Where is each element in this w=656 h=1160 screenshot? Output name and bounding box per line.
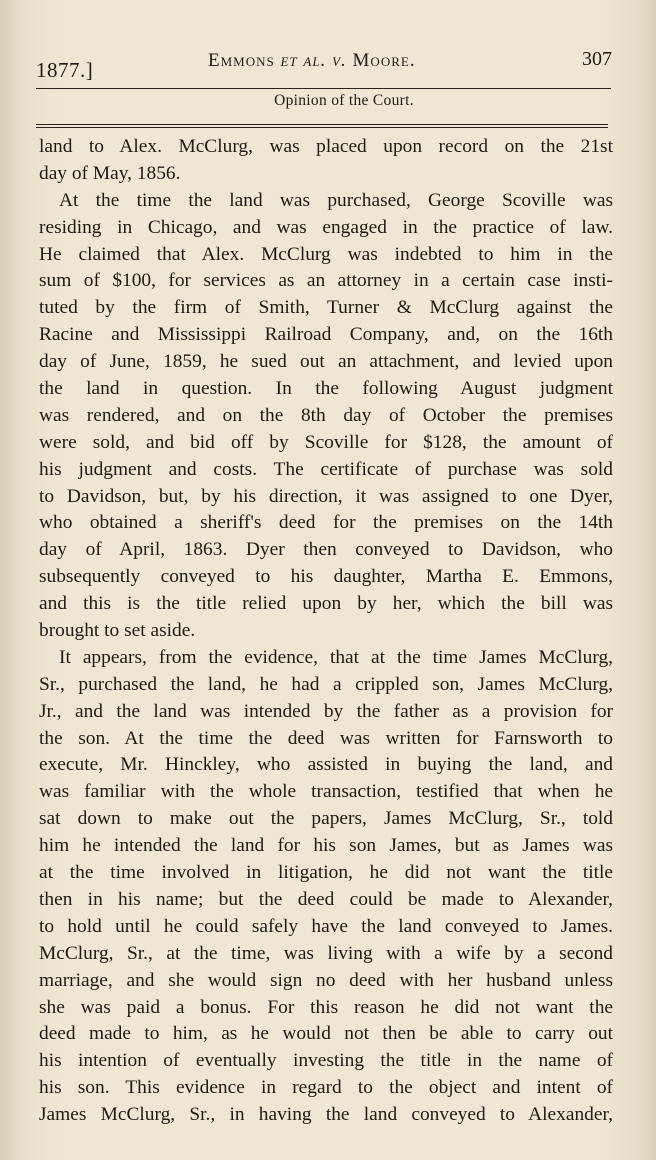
text-line: his intention of eventually investing the title in the name of [39, 1050, 613, 1072]
text-line: was familiar with the whole transaction, testified that when he [39, 781, 613, 803]
text-line: him he intended the land for his son James, but as James was [39, 835, 613, 857]
text-line: to hold until he could safely have the land conveyed to James. [39, 915, 613, 937]
header-rule [36, 88, 611, 89]
text-line: tuted by the firm of Smith, Turner & McClurg against the [39, 297, 613, 319]
text-line: land to Alex. McClurg, was placed upon record on the 21st [39, 136, 613, 157]
text-line: He claimed that Alex. McClurg was indebted to him in the [39, 243, 613, 265]
text-line: were sold, and bid off by Scoville for $128, the amount of [39, 431, 613, 453]
text-line: the land in question. In the following August judgment [39, 378, 613, 400]
text-line: At the time the land was purchased, George Scoville was [59, 189, 613, 211]
text-line: the son. At the time the deed was written for Farnsworth to [39, 727, 613, 749]
header-year: 1877.] [36, 58, 94, 82]
text-line: at the time involved in litigation, he did not want the title [39, 862, 613, 884]
page-number: 307 [582, 48, 612, 70]
section-subheading: Opinion of the Court. [274, 92, 414, 109]
text-line: McClurg, Sr., at the time, was living with a wife by a second [39, 942, 613, 964]
text-line: James McClurg, Sr., in having the land conveyed to Alexander, [39, 1104, 613, 1126]
text-line: Jr., and the land was intended by the father as a provision for [39, 700, 613, 722]
text-line: subsequently conveyed to his daughter, Martha E. Emmons, [39, 566, 613, 588]
subheading-rule [36, 124, 608, 125]
subheading-rule-thick [36, 127, 608, 128]
opinion-text [39, 134, 613, 1129]
text-line: Sr., purchased the land, he had a crippled son, James McClurg, [39, 673, 613, 695]
text-line: execute, Mr. Hinckley, who assisted in buying the land, and [39, 754, 613, 776]
text-line: to Davidson, but, by his direction, it was assigned to one Dyer, [39, 485, 613, 507]
text-line: sum of $100, for services as an attorney in a certain case insti- [39, 270, 613, 292]
text-line: day of April, 1863. Dyer then conveyed to Davidson, who [39, 539, 613, 561]
text-line: marriage, and she would sign no deed with her husband unless [39, 969, 613, 991]
text-line: day of June, 1859, he sued out an attachment, and levied upon [39, 351, 613, 373]
running-header [36, 46, 616, 82]
text-line: was rendered, and on the 8th day of October the premises [39, 404, 613, 426]
text-line: his judgment and costs. The certificate of purchase was sold [39, 458, 613, 480]
text-line: she was paid a bonus. For this reason he did not want the [39, 996, 613, 1018]
text-line: and this is the title relied upon by her, which the bill was [39, 593, 613, 615]
text-line: who obtained a sheriff's deed for the premises on the 14th [39, 512, 613, 534]
text-line: sat down to make out the papers, James McClurg, Sr., told [39, 808, 613, 830]
text-line: Racine and Mississippi Railroad Company, and, on the 16th [39, 324, 613, 346]
header-case-title: Emmons et al. v. Moore. [208, 50, 416, 71]
text-line: then in his name; but the deed could be made to Alexander, [39, 888, 613, 910]
text-line: It appears, from the evidence, that at the time James McClurg, [59, 646, 613, 668]
text-line: day of May, 1856. [39, 162, 181, 184]
text-line: his son. This evidence in regard to the object and intent of [39, 1077, 613, 1099]
text-line: residing in Chicago, and was engaged in the practice of law. [39, 216, 613, 238]
text-line: brought to set aside. [39, 620, 196, 642]
text-line: deed made to him, as he would not then be able to carry out [39, 1023, 613, 1045]
